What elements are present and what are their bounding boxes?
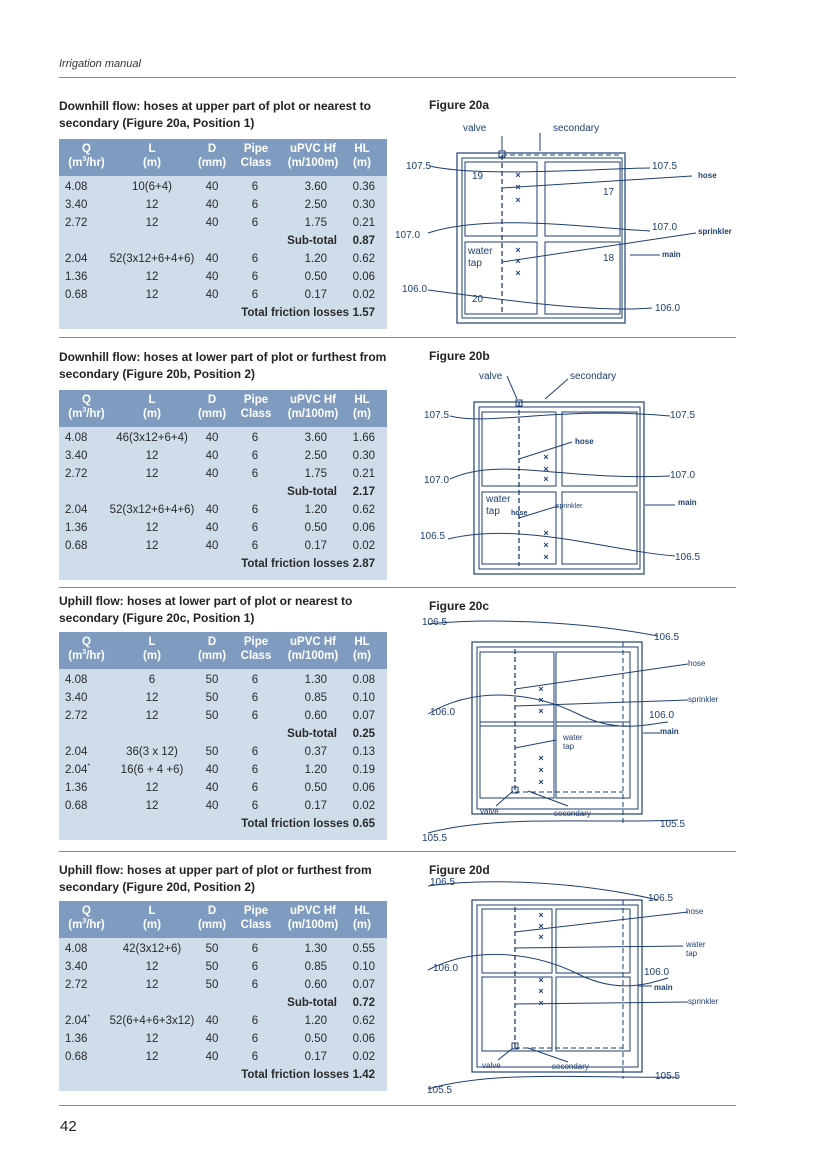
col-l: L (m) xyxy=(143,143,161,169)
svg-text:106.5: 106.5 xyxy=(675,552,701,563)
svg-text:secondary: secondary xyxy=(570,371,617,382)
svg-text:×: × xyxy=(543,540,549,550)
svg-text:107.5: 107.5 xyxy=(670,410,696,421)
svg-text:secondary: secondary xyxy=(554,809,591,818)
svg-text:106.0: 106.0 xyxy=(430,707,456,718)
table-row: 3.40 12 50 6 0.85 0.10 xyxy=(65,692,375,704)
svg-text:water: water xyxy=(563,733,583,742)
svg-text:hose: hose xyxy=(575,437,594,446)
svg-text:×: × xyxy=(543,552,549,562)
total-row: Total friction losses 1.42 xyxy=(241,1069,375,1081)
table-row: 2.04 36(3 x 12) 50 6 0.37 0.13 xyxy=(65,746,375,758)
col-d: D (mm) xyxy=(197,636,227,662)
table-row: 4.08 10(6+4) 40 6 3.60 0.36 xyxy=(65,181,375,193)
figure-title: Figure 20b xyxy=(429,349,490,363)
svg-text:106.5: 106.5 xyxy=(430,877,456,888)
table-row: 3.40 12 40 6 2.50 0.30 xyxy=(65,450,375,462)
figure-20b-diagram xyxy=(410,366,736,580)
figure-20a-diagram xyxy=(390,118,736,326)
svg-text:107.5: 107.5 xyxy=(424,410,450,421)
svg-text:×: × xyxy=(538,986,544,996)
svg-text:main: main xyxy=(660,727,679,736)
svg-text:sprinkler: sprinkler xyxy=(698,227,732,236)
table-row: 0.68 12 40 6 0.17 0.02 xyxy=(65,1051,375,1063)
svg-text:×: × xyxy=(515,182,521,192)
friction-table xyxy=(59,632,387,840)
svg-text:107.0: 107.0 xyxy=(395,230,421,241)
col-d: D (mm) xyxy=(197,905,227,931)
svg-text:106.5: 106.5 xyxy=(422,617,448,628)
col-pipe: Pipe Class xyxy=(240,636,272,662)
svg-text:hose: hose xyxy=(698,171,717,180)
svg-text:×: × xyxy=(543,474,549,484)
table-header xyxy=(59,390,387,427)
svg-text:20: 20 xyxy=(472,294,484,305)
figure-20d-diagram xyxy=(418,874,736,1099)
table-row: 4.08 42(3x12+6) 50 6 1.30 0.55 xyxy=(65,943,375,955)
svg-text:×: × xyxy=(543,464,549,474)
section-rule xyxy=(59,587,736,588)
svg-text:×: × xyxy=(538,998,544,1008)
svg-text:tap: tap xyxy=(563,742,575,751)
table-row: 4.08 6 50 6 1.30 0.08 xyxy=(65,674,375,686)
col-pipe: Pipe Class xyxy=(240,394,272,420)
friction-table xyxy=(59,390,387,580)
table-row: 2.72 12 50 6 0.60 0.07 xyxy=(65,710,375,722)
table-row: 2.04* 16(6 + 4 +6) 40 6 1.20 0.19 xyxy=(65,763,375,776)
table-row: 2.04 52(3x12+6+4+6) 40 6 1.20 0.62 xyxy=(65,504,375,516)
section-rule xyxy=(59,337,736,338)
figure-title: Figure 20c xyxy=(429,599,490,613)
svg-text:×: × xyxy=(515,268,521,278)
table-row: 3.40 12 50 6 0.85 0.10 xyxy=(65,961,375,973)
svg-text:tap: tap xyxy=(468,258,482,269)
svg-text:×: × xyxy=(515,245,521,255)
friction-table xyxy=(59,901,387,1091)
total-row: Total friction losses 1.57 xyxy=(241,307,375,319)
col-hl: HL (m) xyxy=(353,636,371,662)
svg-text:main: main xyxy=(662,250,681,259)
svg-text:×: × xyxy=(515,195,521,205)
col-l: L (m) xyxy=(143,905,161,931)
svg-text:×: × xyxy=(538,753,544,763)
subtotal-row: Sub-total 0.72 xyxy=(287,997,375,1009)
subtotal-row: Sub-total 2.17 xyxy=(287,486,375,498)
svg-text:×: × xyxy=(543,452,549,462)
section-title: Downhill flow: hoses at lower part of plot or furthest from secondary (Figure 20b, Position 2) xyxy=(59,350,387,381)
table-row: 1.36 12 40 6 0.50 0.06 xyxy=(65,782,375,794)
section-rule xyxy=(59,851,736,852)
col-hf: uPVC Hf (m/100m) xyxy=(287,394,339,420)
svg-text:×: × xyxy=(515,256,521,266)
svg-text:107.5: 107.5 xyxy=(652,161,678,172)
table-row: 3.40 12 40 6 2.50 0.30 xyxy=(65,199,375,211)
table-header xyxy=(59,632,387,669)
svg-text:hose: hose xyxy=(686,907,704,916)
svg-text:valve: valve xyxy=(480,807,499,816)
col-pipe: Pipe Class xyxy=(240,143,272,169)
svg-text:×: × xyxy=(538,921,544,931)
col-q: Q $(m^3/hr)$ xyxy=(68,636,105,662)
svg-text:secondary: secondary xyxy=(552,1062,589,1071)
svg-text:main: main xyxy=(678,498,697,507)
table-row: 1.36 12 40 6 0.50 0.06 xyxy=(65,271,375,283)
subtotal-row: Sub-total 0.87 xyxy=(287,235,375,247)
table-row: 0.68 12 40 6 0.17 0.02 xyxy=(65,289,375,301)
svg-text:107.5: 107.5 xyxy=(406,161,432,172)
svg-text:106.0: 106.0 xyxy=(433,963,459,974)
friction-table xyxy=(59,139,387,329)
table-row: 2.04 52(3x12+6+4+6) 40 6 1.20 0.62 xyxy=(65,253,375,265)
svg-text:×: × xyxy=(538,706,544,716)
col-d: D (mm) xyxy=(197,394,227,420)
table-row: 1.36 12 40 6 0.50 0.06 xyxy=(65,1033,375,1045)
svg-text:106.5: 106.5 xyxy=(654,632,680,643)
table-row: 4.08 46(3x12+6+4) 40 6 3.60 1.66 xyxy=(65,432,375,444)
header-rule xyxy=(59,77,736,78)
svg-text:valve: valve xyxy=(463,123,487,134)
table-row: 2.72 12 50 6 0.60 0.07 xyxy=(65,979,375,991)
svg-text:hose: hose xyxy=(688,659,706,668)
col-pipe: Pipe Class xyxy=(240,905,272,931)
svg-text:valve: valve xyxy=(482,1061,501,1070)
table-row: 0.68 12 40 6 0.17 0.02 xyxy=(65,800,375,812)
svg-text:107.0: 107.0 xyxy=(670,470,696,481)
svg-text:×: × xyxy=(538,932,544,942)
col-hl: HL (m) xyxy=(353,905,371,931)
svg-text:18: 18 xyxy=(603,253,615,264)
svg-text:107.0: 107.0 xyxy=(652,222,678,233)
svg-text:106.0: 106.0 xyxy=(649,710,675,721)
col-q: Q $(m^3/hr)$ xyxy=(68,394,105,420)
svg-text:17: 17 xyxy=(603,187,615,198)
svg-text:×: × xyxy=(538,910,544,920)
col-l: L (m) xyxy=(143,394,161,420)
svg-text:×: × xyxy=(538,684,544,694)
footer-rule xyxy=(59,1105,736,1106)
total-row: Total friction losses 0.65 xyxy=(241,818,375,830)
total-row: Total friction losses 2.87 xyxy=(241,558,375,570)
table-row: 1.36 12 40 6 0.50 0.06 xyxy=(65,522,375,534)
svg-text:105.5: 105.5 xyxy=(427,1085,453,1096)
svg-text:106.5: 106.5 xyxy=(648,893,674,904)
table-header xyxy=(59,139,387,176)
col-q: Q $(m^3/hr)$ xyxy=(68,143,105,169)
col-hf: uPVC Hf (m/100m) xyxy=(287,636,339,662)
svg-text:hose: hose xyxy=(511,510,528,517)
col-l: L (m) xyxy=(143,636,161,662)
svg-text:sprinkler: sprinkler xyxy=(688,997,719,1006)
svg-text:19: 19 xyxy=(472,171,484,182)
table-row: 2.04* 52(6+4+6+3x12) 40 6 1.20 0.62 xyxy=(65,1014,375,1027)
table-row: 2.72 12 40 6 1.75 0.21 xyxy=(65,217,375,229)
svg-text:105.5: 105.5 xyxy=(655,1071,681,1082)
svg-text:tap: tap xyxy=(686,949,698,958)
svg-text:105.5: 105.5 xyxy=(660,819,686,830)
section-title: Uphill flow: hoses at lower part of plot or nearest to secondary (Figure 20c, Position 1) xyxy=(59,594,353,625)
svg-text:107.0: 107.0 xyxy=(424,475,450,486)
svg-text:×: × xyxy=(538,777,544,787)
figure-title: Figure 20a xyxy=(429,98,490,112)
svg-text:106.0: 106.0 xyxy=(644,967,670,978)
table-row: 2.72 12 40 6 1.75 0.21 xyxy=(65,468,375,480)
table-header xyxy=(59,901,387,938)
svg-text:secondary: secondary xyxy=(553,123,600,134)
svg-text:water: water xyxy=(468,246,493,257)
col-hl: HL (m) xyxy=(353,394,371,420)
svg-text:sprinkler: sprinkler xyxy=(688,695,719,704)
svg-text:×: × xyxy=(515,170,521,180)
section-title: Uphill flow: hoses at upper part of plot or furthest from secondary (Figure 20d, Position 2) xyxy=(59,863,372,894)
svg-text:106.0: 106.0 xyxy=(402,284,428,295)
svg-text:sprinkler: sprinkler xyxy=(556,503,583,510)
svg-text:valve: valve xyxy=(479,371,503,382)
figure-20c-diagram xyxy=(418,614,736,846)
svg-text:×: × xyxy=(538,765,544,775)
svg-text:106.0: 106.0 xyxy=(655,303,681,314)
col-hf: uPVC Hf (m/100m) xyxy=(287,905,339,931)
svg-text:tap: tap xyxy=(486,506,500,517)
svg-text:×: × xyxy=(543,528,549,538)
table-row: 0.68 12 40 6 0.17 0.02 xyxy=(65,540,375,552)
col-d: D (mm) xyxy=(197,143,227,169)
figure-title: Figure 20d xyxy=(429,863,490,877)
svg-text:main: main xyxy=(654,983,673,992)
svg-text:105.5: 105.5 xyxy=(422,833,448,844)
subtotal-row: Sub-total 0.25 xyxy=(287,728,375,740)
svg-text:×: × xyxy=(538,695,544,705)
svg-text:×: × xyxy=(538,975,544,985)
running-head: Irrigation manual xyxy=(59,58,141,70)
col-hl: HL (m) xyxy=(353,143,371,169)
section-title: Downhill flow: hoses at upper part of plot or nearest to secondary (Figure 20a, Position 1) xyxy=(59,99,372,130)
col-q: Q $(m^3/hr)$ xyxy=(68,905,105,931)
col-hf: uPVC Hf (m/100m) xyxy=(287,143,339,169)
svg-text:106.5: 106.5 xyxy=(420,531,446,542)
svg-text:water: water xyxy=(686,940,706,949)
svg-text:water: water xyxy=(486,494,511,505)
page-number: 42 xyxy=(60,1118,77,1135)
